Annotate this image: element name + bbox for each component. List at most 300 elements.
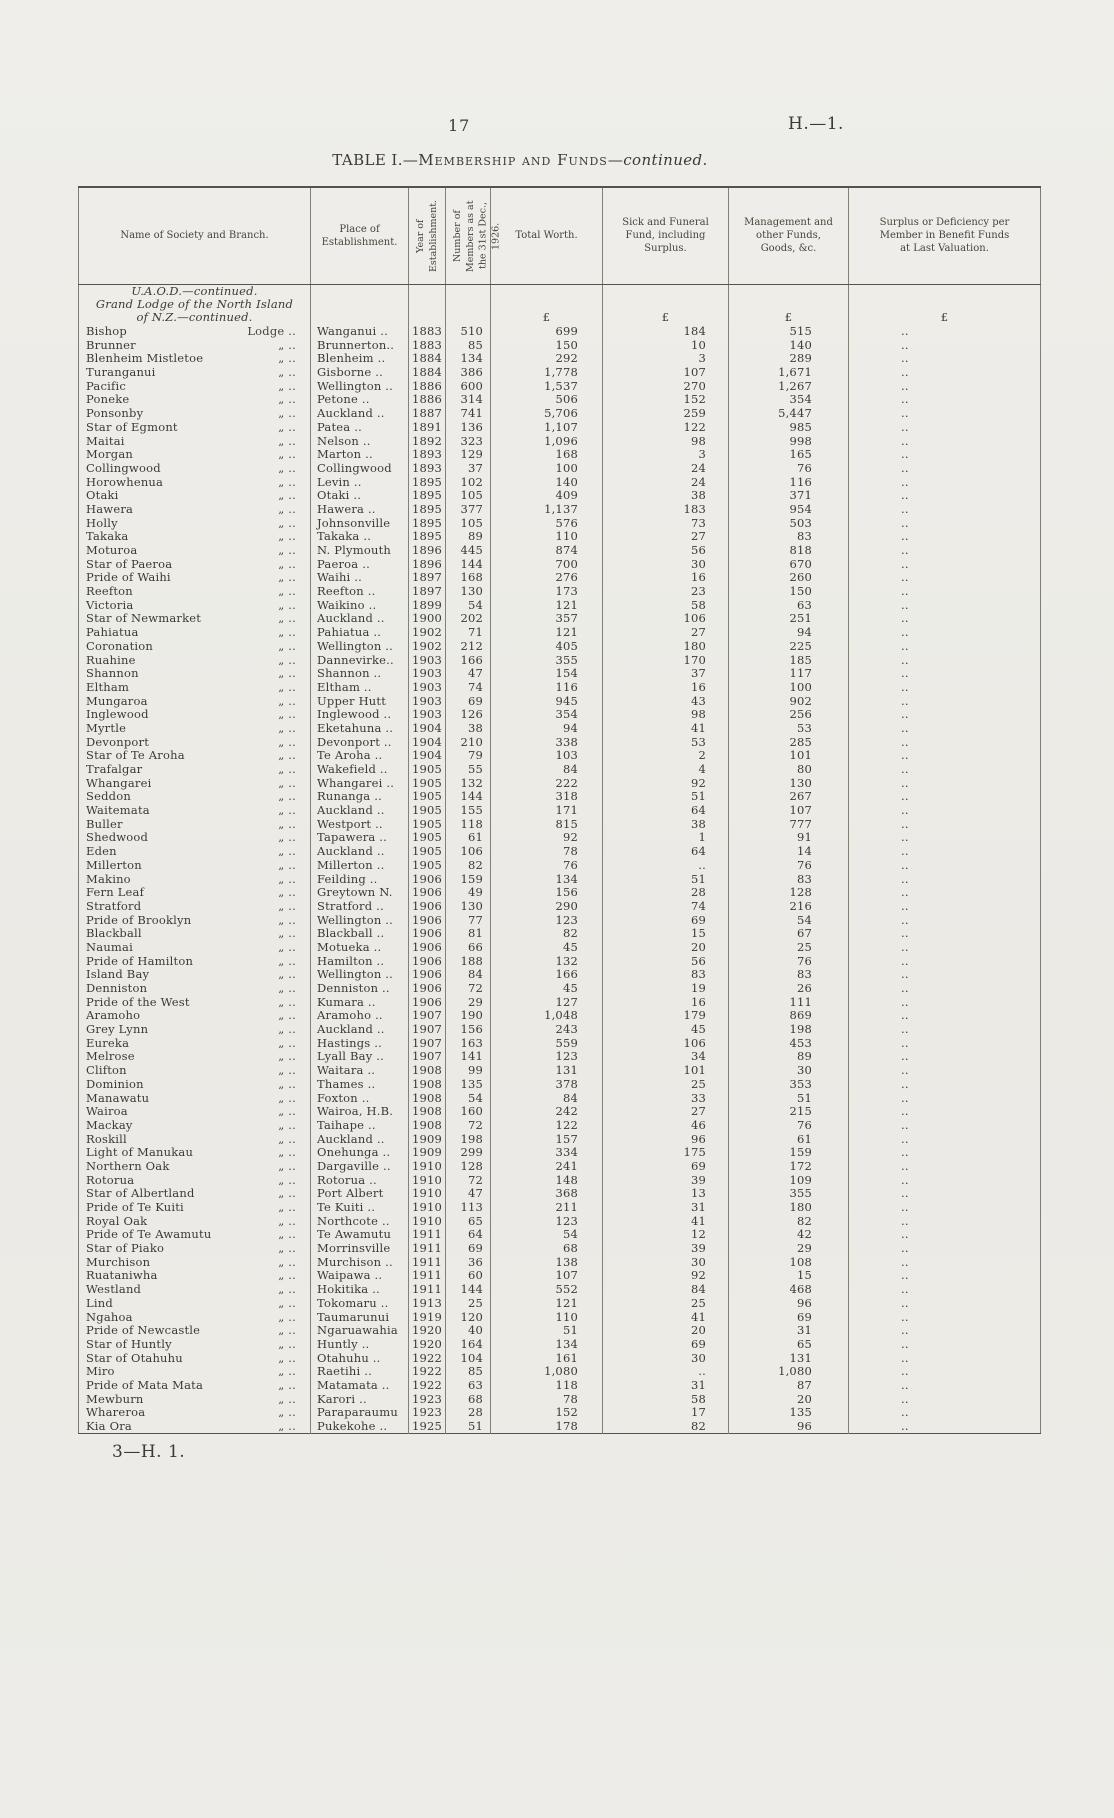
management-cell: 82 — [729, 1215, 849, 1229]
society-name-cell — [79, 517, 311, 531]
society-name-cell — [79, 1297, 311, 1311]
society-name-cell — [79, 694, 311, 708]
place-cell: Pahiatua .. — [311, 626, 409, 640]
lodge-designation: „ .. — [278, 1419, 296, 1433]
sick-fund-cell: 69 — [603, 1160, 729, 1174]
society-name-cell — [79, 681, 311, 695]
sick-fund-cell: 38 — [603, 489, 729, 503]
total-worth-cell: 243 — [491, 1023, 603, 1037]
total-worth-cell: 1,048 — [491, 1009, 603, 1023]
surplus-cell: .. — [849, 736, 1041, 750]
management-cell: 354 — [729, 393, 849, 407]
lodge-designation: „ .. — [278, 1173, 296, 1187]
lodge-row — [79, 380, 1041, 394]
society-name: Pride of the West — [86, 995, 190, 1009]
society-name-cell — [79, 1050, 311, 1064]
surplus-cell: .. — [849, 1050, 1041, 1064]
members-cell: 54 — [446, 599, 491, 613]
lodge-designation: „ .. — [278, 872, 296, 886]
lodge-designation: „ .. — [278, 721, 296, 735]
society-name-cell — [79, 804, 311, 818]
society-name: Denniston — [86, 981, 148, 996]
society-name-cell — [79, 653, 311, 667]
society-name: Poneke — [86, 393, 130, 407]
place-cell: Foxton .. — [311, 1091, 409, 1105]
sick-fund-cell: 41 — [603, 1310, 729, 1324]
society-name-cell — [79, 968, 311, 982]
lodge-designation: „ .. — [278, 1406, 296, 1420]
year-cell: 1911 — [409, 1269, 446, 1283]
year-cell: 1893 — [409, 462, 446, 476]
lodge-designation: „ .. — [278, 1077, 296, 1091]
total-worth-cell: 157 — [491, 1132, 603, 1146]
society-name: Mackay — [86, 1118, 133, 1132]
management-cell: 42 — [729, 1228, 849, 1242]
total-worth-cell: 76 — [491, 859, 603, 873]
total-worth-cell: 338 — [491, 736, 603, 750]
lodge-designation: „ .. — [278, 940, 296, 954]
society-name-cell — [79, 1023, 311, 1037]
surplus-cell: .. — [849, 1269, 1041, 1283]
year-cell: 1902 — [409, 640, 446, 654]
total-worth-cell: 54 — [491, 1228, 603, 1242]
year-cell: 1897 — [409, 571, 446, 585]
year-cell: 1896 — [409, 544, 446, 558]
total-worth-cell: 355 — [491, 653, 603, 667]
lodge-designation: „ .. — [278, 543, 296, 558]
society-name: Otaki — [86, 489, 119, 503]
place-cell: Petone .. — [311, 393, 409, 407]
total-worth-cell: 292 — [491, 352, 603, 366]
management-cell: 67 — [729, 927, 849, 941]
place-cell: Tapawera .. — [311, 831, 409, 845]
year-cell: 1925 — [409, 1420, 446, 1434]
total-worth-cell: 815 — [491, 818, 603, 832]
year-cell: 1907 — [409, 1037, 446, 1051]
year-cell: 1906 — [409, 941, 446, 955]
management-cell: 80 — [729, 763, 849, 777]
lodge-designation: „ .. — [278, 1365, 296, 1379]
management-cell: 26 — [729, 982, 849, 996]
lodge-row — [79, 1064, 1041, 1078]
members-cell: 51 — [446, 1420, 491, 1434]
lodge-designation: „ .. — [278, 927, 296, 941]
management-cell: 63 — [729, 599, 849, 613]
sick-fund-cell: 98 — [603, 434, 729, 448]
sick-fund-cell: 16 — [603, 996, 729, 1010]
management-cell: 453 — [729, 1037, 849, 1051]
society-name: Grey Lynn — [86, 1022, 149, 1037]
year-cell: 1913 — [409, 1297, 446, 1311]
sick-fund-cell: 96 — [603, 1132, 729, 1146]
members-cell: 69 — [446, 1242, 491, 1256]
place-cell: Hastings .. — [311, 1037, 409, 1051]
society-name: Westland — [86, 1283, 142, 1297]
title-continued: continued. — [623, 151, 708, 169]
management-cell: 109 — [729, 1174, 849, 1188]
currency-symbol-surplus: £ — [849, 311, 1041, 325]
management-cell: 76 — [729, 462, 849, 476]
year-cell: 1920 — [409, 1338, 446, 1352]
sick-fund-cell: 19 — [603, 982, 729, 996]
year-cell: 1886 — [409, 380, 446, 394]
place-cell: Blackball .. — [311, 927, 409, 941]
surplus-cell: .. — [849, 1132, 1041, 1146]
sick-fund-cell: 98 — [603, 708, 729, 722]
year-cell: 1904 — [409, 749, 446, 763]
members-cell: 79 — [446, 749, 491, 763]
management-cell: 130 — [729, 777, 849, 791]
society-name: Mungaroa — [86, 694, 148, 708]
society-name: Murchison — [86, 1255, 151, 1269]
total-worth-cell: 84 — [491, 1091, 603, 1105]
lodge-row — [79, 708, 1041, 722]
lodge-designation: „ .. — [278, 365, 296, 380]
members-cell: 136 — [446, 421, 491, 435]
sick-fund-cell: 74 — [603, 900, 729, 914]
sick-fund-cell: 259 — [603, 407, 729, 421]
year-cell: 1906 — [409, 886, 446, 900]
sick-fund-cell: 107 — [603, 366, 729, 380]
total-worth-cell: 103 — [491, 749, 603, 763]
society-name: Moturoa — [86, 543, 138, 558]
lodge-row — [79, 1310, 1041, 1324]
surplus-cell: .. — [849, 831, 1041, 845]
place-cell: Taumarunui — [311, 1310, 409, 1324]
total-worth-cell: 405 — [491, 640, 603, 654]
surplus-cell: .. — [849, 667, 1041, 681]
society-name: Makino — [86, 872, 131, 886]
society-name-cell — [79, 1174, 311, 1188]
sick-fund-cell: 30 — [603, 558, 729, 572]
lodge-row — [79, 475, 1041, 489]
col-header-surplus: Surplus or Deficiency per Member in Benefit Funds at Last Valuation. — [849, 187, 1041, 284]
place-cell: Whangarei .. — [311, 777, 409, 791]
society-name: Star of Huntly — [86, 1337, 172, 1351]
lodge-row — [79, 1132, 1041, 1146]
total-worth-cell: 368 — [491, 1187, 603, 1201]
management-cell: 54 — [729, 913, 849, 927]
society-name: Ruataniwha — [86, 1269, 158, 1283]
place-cell: Ngaruawahia — [311, 1324, 409, 1338]
lodge-row — [79, 1023, 1041, 1037]
members-cell: 120 — [446, 1310, 491, 1324]
society-name-cell — [79, 913, 311, 927]
lodge-designation: „ .. — [278, 1105, 296, 1119]
sick-fund-cell: 12 — [603, 1228, 729, 1242]
place-cell: Takaka .. — [311, 530, 409, 544]
place-cell: Feilding .. — [311, 872, 409, 886]
society-name-cell — [79, 489, 311, 503]
lodge-designation: „ .. — [278, 694, 296, 708]
society-name-cell — [79, 667, 311, 681]
society-name-cell — [79, 1228, 311, 1242]
surplus-cell: .. — [849, 1174, 1041, 1188]
place-cell: Otaki .. — [311, 489, 409, 503]
members-cell: 190 — [446, 1009, 491, 1023]
members-cell: 445 — [446, 544, 491, 558]
society-name: Waitemata — [86, 803, 150, 818]
place-cell: Eketahuna .. — [311, 722, 409, 736]
lodge-row — [79, 681, 1041, 695]
sick-fund-cell: 3 — [603, 352, 729, 366]
members-cell: 85 — [446, 1365, 491, 1379]
management-cell: 69 — [729, 1310, 849, 1324]
society-name-cell — [79, 1215, 311, 1229]
society-name: Whangarei — [86, 776, 152, 790]
sick-fund-cell: 106 — [603, 1037, 729, 1051]
sick-fund-cell: 46 — [603, 1119, 729, 1133]
lodge-designation: „ .. — [278, 530, 296, 544]
sick-fund-cell: 69 — [603, 913, 729, 927]
total-worth-cell: 166 — [491, 968, 603, 982]
society-name: Buller — [86, 817, 123, 831]
lodge-row — [79, 1119, 1041, 1133]
society-name-cell — [79, 1310, 311, 1324]
management-cell: 51 — [729, 1091, 849, 1105]
sick-fund-cell: 20 — [603, 941, 729, 955]
place-cell: Auckland .. — [311, 804, 409, 818]
year-cell: 1897 — [409, 585, 446, 599]
total-worth-cell: 123 — [491, 1215, 603, 1229]
lodge-row — [79, 667, 1041, 681]
surplus-cell: .. — [849, 1310, 1041, 1324]
lodge-row — [79, 736, 1041, 750]
lodge-row — [79, 982, 1041, 996]
management-cell: 20 — [729, 1393, 849, 1407]
lodge-row — [79, 653, 1041, 667]
management-cell: 902 — [729, 694, 849, 708]
year-cell: 1922 — [409, 1351, 446, 1365]
lodge-row — [79, 996, 1041, 1010]
management-cell: 503 — [729, 517, 849, 531]
sick-fund-cell: 2 — [603, 749, 729, 763]
members-cell: 60 — [446, 1269, 491, 1283]
surplus-cell: .. — [849, 1283, 1041, 1297]
sick-fund-cell: 41 — [603, 1215, 729, 1229]
society-name: Hawera — [86, 502, 134, 516]
section-heading-line1: U.A.O.D.—continued. — [131, 284, 258, 298]
sick-fund-cell: 45 — [603, 1023, 729, 1037]
lodge-designation: „ .. — [278, 1022, 296, 1037]
members-cell: 105 — [446, 489, 491, 503]
surplus-cell: .. — [849, 1091, 1041, 1105]
members-cell: 134 — [446, 352, 491, 366]
total-worth-cell: 242 — [491, 1105, 603, 1119]
lodge-row — [79, 1406, 1041, 1420]
society-name-cell — [79, 777, 311, 791]
management-cell: 116 — [729, 475, 849, 489]
society-name-cell — [79, 831, 311, 845]
society-name-cell — [79, 749, 311, 763]
society-name-cell — [79, 544, 311, 558]
total-worth-cell: 134 — [491, 872, 603, 886]
place-cell: Marton .. — [311, 448, 409, 462]
year-cell: 1903 — [409, 708, 446, 722]
management-cell: 954 — [729, 503, 849, 517]
year-cell: 1902 — [409, 626, 446, 640]
society-name-cell — [79, 1256, 311, 1270]
lodge-row — [79, 393, 1041, 407]
year-cell: 1908 — [409, 1078, 446, 1092]
society-name-cell — [79, 900, 311, 914]
place-cell: Stratford .. — [311, 900, 409, 914]
lodge-designation: „ .. — [278, 817, 296, 831]
members-cell: 68 — [446, 1393, 491, 1407]
place-cell: Waitara .. — [311, 1064, 409, 1078]
total-worth-cell: 559 — [491, 1037, 603, 1051]
society-name: Pahiatua — [86, 626, 139, 640]
lodge-row — [79, 913, 1041, 927]
members-cell: 741 — [446, 407, 491, 421]
total-worth-cell: 1,778 — [491, 366, 603, 380]
sick-fund-cell: 4 — [603, 763, 729, 777]
management-cell: 260 — [729, 571, 849, 585]
lodge-designation: „ .. — [278, 845, 296, 859]
management-cell: 117 — [729, 667, 849, 681]
sick-fund-cell: 34 — [603, 1050, 729, 1064]
members-cell: 168 — [446, 571, 491, 585]
year-cell: 1891 — [409, 421, 446, 435]
sick-fund-cell: 270 — [603, 380, 729, 394]
members-cell: 69 — [446, 694, 491, 708]
society-name-cell — [79, 571, 311, 585]
lodge-designation: „ .. — [278, 489, 296, 503]
society-name-cell — [79, 393, 311, 407]
members-cell: 141 — [446, 1050, 491, 1064]
members-cell: 65 — [446, 1215, 491, 1229]
members-cell: 77 — [446, 913, 491, 927]
society-name: Brunner — [86, 338, 136, 352]
year-cell: 1905 — [409, 790, 446, 804]
sick-fund-cell: 64 — [603, 845, 729, 859]
title-main: Membership and Funds — [418, 151, 608, 169]
surplus-cell: .. — [849, 640, 1041, 654]
sick-fund-cell: 58 — [603, 1393, 729, 1407]
society-name: Light of Manukau — [86, 1146, 194, 1160]
total-worth-cell: 134 — [491, 1338, 603, 1352]
lodge-designation: „ .. — [278, 1255, 296, 1269]
sick-fund-cell: 51 — [603, 790, 729, 804]
management-cell: 30 — [729, 1064, 849, 1078]
members-cell: 155 — [446, 804, 491, 818]
col-header-members-label: Number of Members as at the 31st Dec., 1926. — [452, 199, 502, 272]
members-cell: 188 — [446, 955, 491, 969]
society-name-cell — [79, 872, 311, 886]
place-cell: Pukekohe .. — [311, 1420, 409, 1434]
title-prefix: TABLE I.— — [332, 151, 419, 169]
society-name-cell — [79, 558, 311, 572]
lodge-row — [79, 694, 1041, 708]
society-name: Star of Paeroa — [86, 557, 173, 571]
lodge-row — [79, 804, 1041, 818]
members-cell: 198 — [446, 1132, 491, 1146]
management-cell: 216 — [729, 900, 849, 914]
year-cell: 1906 — [409, 968, 446, 982]
members-cell: 130 — [446, 585, 491, 599]
lodge-row — [79, 612, 1041, 626]
members-cell: 28 — [446, 1406, 491, 1420]
total-worth-cell: 409 — [491, 489, 603, 503]
society-name: Star of Albertland — [86, 1187, 195, 1201]
place-cell: Matamata .. — [311, 1379, 409, 1393]
society-name: Rotorua — [86, 1173, 135, 1187]
sick-fund-cell: 16 — [603, 571, 729, 585]
header-row — [79, 187, 1041, 284]
surplus-cell: .. — [849, 790, 1041, 804]
members-cell: 510 — [446, 325, 491, 339]
society-name: Roskill — [86, 1132, 127, 1146]
surplus-cell: .. — [849, 1338, 1041, 1352]
year-cell: 1884 — [409, 352, 446, 366]
society-name: Blenheim Mistletoe — [86, 352, 204, 366]
place-cell: Blenheim .. — [311, 352, 409, 366]
total-worth-cell: 168 — [491, 448, 603, 462]
society-name: Whareroa — [86, 1406, 146, 1420]
management-cell: 985 — [729, 421, 849, 435]
members-cell: 72 — [446, 1174, 491, 1188]
lodge-designation: „ .. — [278, 776, 296, 790]
members-cell: 81 — [446, 927, 491, 941]
lodge-designation: „ .. — [278, 790, 296, 804]
members-cell: 386 — [446, 366, 491, 380]
place-cell: Gisborne .. — [311, 366, 409, 380]
management-cell: 76 — [729, 955, 849, 969]
management-cell: 108 — [729, 1256, 849, 1270]
society-name-cell — [79, 352, 311, 366]
place-cell: Karori .. — [311, 1393, 409, 1407]
society-name: Trafalgar — [86, 762, 143, 777]
members-cell: 210 — [446, 736, 491, 750]
society-name-cell — [79, 927, 311, 941]
sick-fund-cell: 179 — [603, 1009, 729, 1023]
section-heading-row — [79, 298, 1041, 312]
lodge-row — [79, 339, 1041, 353]
year-cell: 1893 — [409, 448, 446, 462]
lodge-designation: „ .. — [278, 1091, 296, 1105]
place-cell: Shannon .. — [311, 667, 409, 681]
members-cell: 106 — [446, 845, 491, 859]
society-name: Pacific — [86, 379, 126, 393]
society-name-cell — [79, 421, 311, 435]
total-worth-cell: 140 — [491, 475, 603, 489]
year-cell: 1900 — [409, 612, 446, 626]
society-name-cell — [79, 530, 311, 544]
year-cell: 1903 — [409, 681, 446, 695]
lodge-row — [79, 955, 1041, 969]
total-worth-cell: 84 — [491, 763, 603, 777]
lodge-row — [79, 900, 1041, 914]
total-worth-cell: 110 — [491, 530, 603, 544]
surplus-cell: .. — [849, 1256, 1041, 1270]
place-cell: Rotorua .. — [311, 1174, 409, 1188]
members-cell: 156 — [446, 1023, 491, 1037]
lodge-row — [79, 859, 1041, 873]
lodge-row — [79, 530, 1041, 544]
management-cell: 285 — [729, 736, 849, 750]
management-cell: 87 — [729, 1379, 849, 1393]
lodge-row — [79, 1242, 1041, 1256]
lodge-designation: „ .. — [278, 461, 296, 475]
members-cell: 84 — [446, 968, 491, 982]
society-name-cell — [79, 763, 311, 777]
total-worth-cell: 874 — [491, 544, 603, 558]
society-name: Star of Te Aroha — [86, 749, 185, 763]
total-worth-cell: 110 — [491, 1310, 603, 1324]
total-worth-cell: 241 — [491, 1160, 603, 1174]
management-cell: 267 — [729, 790, 849, 804]
surplus-cell: .. — [849, 407, 1041, 421]
